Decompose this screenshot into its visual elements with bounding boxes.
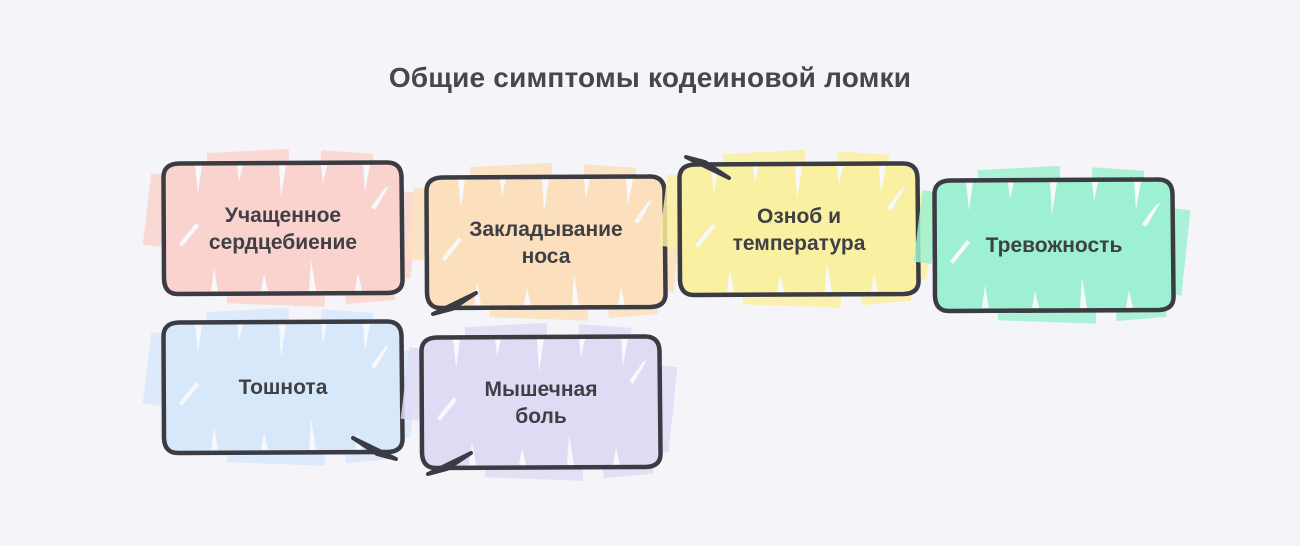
note-nasal-congestion[interactable]: [412, 162, 680, 322]
note-rapid-heartbeat[interactable]: [149, 148, 417, 308]
note-muscle-pain[interactable]: [407, 322, 675, 482]
note-anxiety[interactable]: [920, 165, 1188, 325]
note-label: Учащенное сердцебиение: [208, 203, 358, 254]
note-label: Закладывание носа: [469, 217, 623, 268]
diagram-title: Общие симптомы кодеиновой ломки: [388, 62, 912, 93]
note-nausea[interactable]: [149, 307, 417, 467]
note-chills-fever[interactable]: [665, 149, 933, 309]
note-label: Мышечная боль: [484, 377, 598, 428]
note-label: Тревожность: [985, 234, 1123, 258]
note-label: Тошнота: [238, 376, 328, 400]
note-label: Озноб и температура: [732, 204, 866, 255]
